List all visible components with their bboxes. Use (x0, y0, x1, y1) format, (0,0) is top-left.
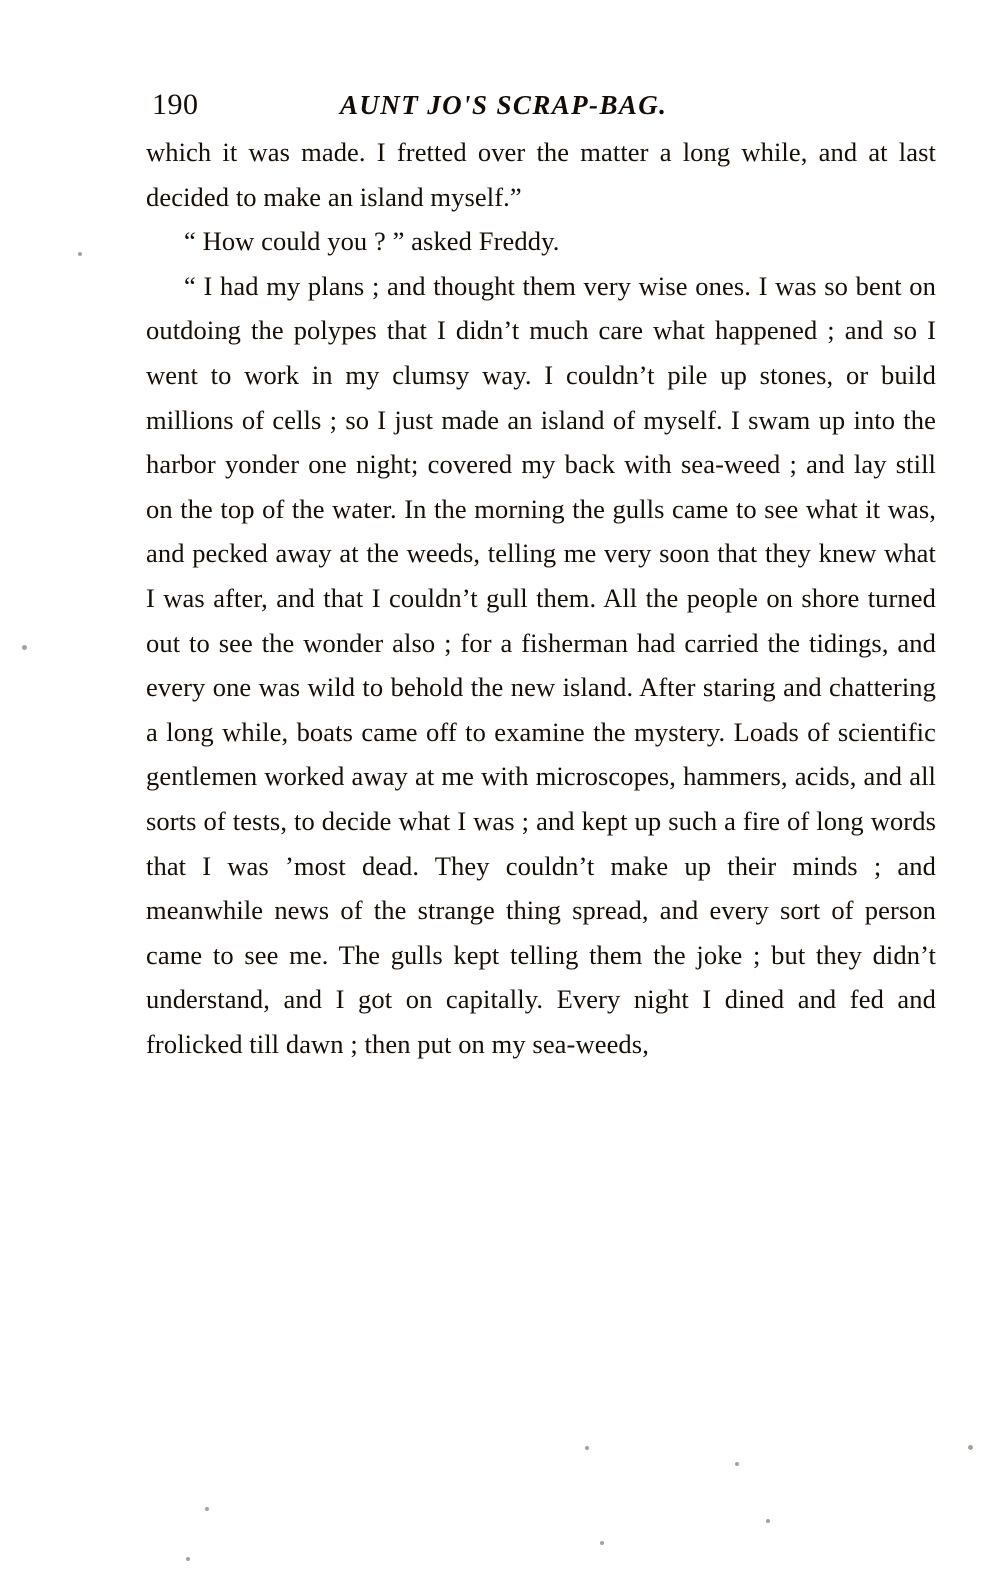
body-text (146, 130, 936, 1066)
paragraph: “ I had my plans ; and thought them very wise ones. I was so bent on outdoing the polypes that I didn’t much care what happened ; and so I went to work in my clumsy way. I couldn’t pile up stones, or build millions of cells ; so I just made an island of myself. I swam up into the harbor yonder one night; covered my back with sea-weed ; and lay still on the top of the water. In the morning the gulls came to see what it was, and pecked away at the weeds, telling me very soon that they knew what I was after, and that I couldn’t gull them. All the people on shore turned out to see the wonder also ; for a fisherman had carried the tidings, and every one was wild to behold the new island. After staring and chattering a long while, boats came off to examine the mystery. Loads of scientific gentlemen worked away at me with microscopes, hammers, acids, and all sorts of tests, to decide what I was ; and kept up such a fire of long words that I was ’most dead. They couldn’t make up their minds ; and meanwhile news of the strange thing spread, and every sort of person came to see me. The gulls kept telling them the joke ; but they didn’t understand, and I got on capitally. Every night I dined and fed and frolicked till dawn ; then put on my sea-weeds, (146, 270, 936, 1059)
scan-speck (205, 1507, 209, 1511)
paragraph: “ How could you ? ” asked Freddy. (184, 226, 560, 257)
scan-speck (766, 1519, 770, 1523)
scan-speck (600, 1541, 604, 1545)
scan-speck (186, 1557, 190, 1561)
page-header (0, 44, 989, 121)
scan-speck (735, 1462, 739, 1466)
paragraph: which it was made. I fretted over the matter a long while, and at last decided to make an island myself.” (146, 137, 936, 212)
scan-speck (78, 252, 82, 256)
scan-speck (968, 1445, 973, 1450)
scan-speck (585, 1446, 589, 1450)
page-number: 190 (152, 88, 199, 121)
scan-speck (22, 645, 27, 650)
running-title: AUNT JO'S SCRAP-BAG. (340, 90, 668, 120)
